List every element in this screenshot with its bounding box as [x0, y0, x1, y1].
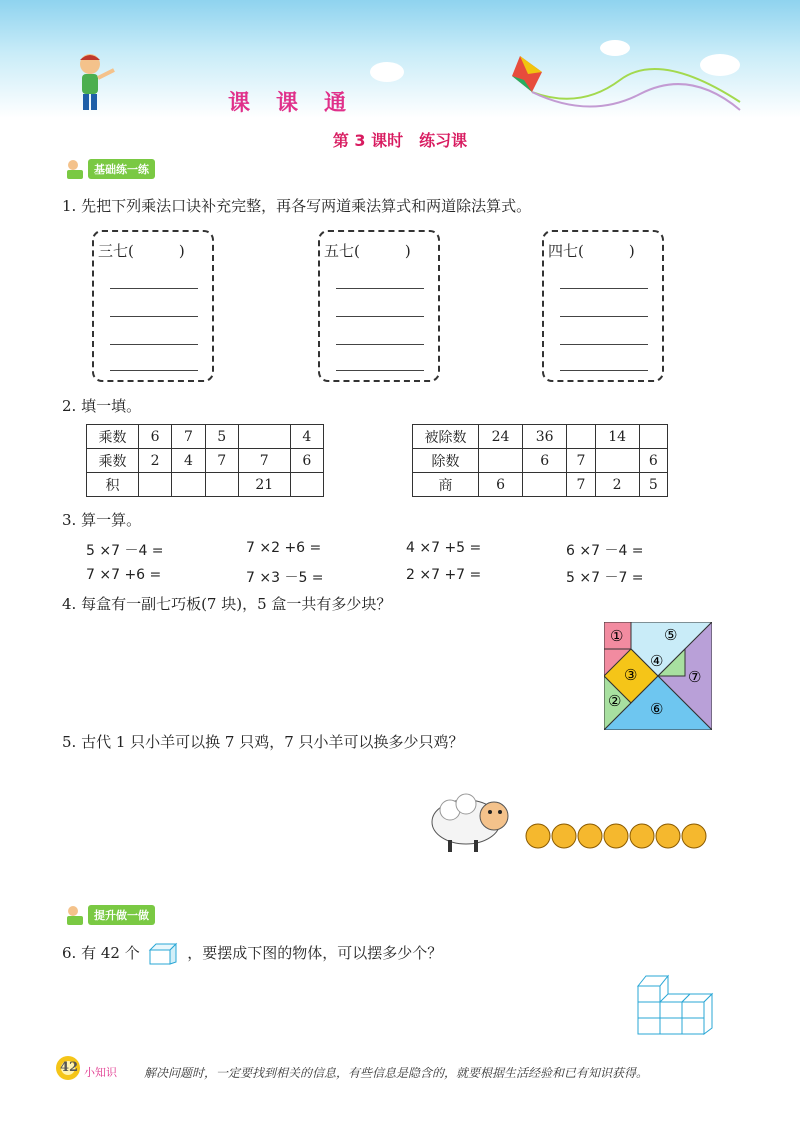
table-cell[interactable] — [205, 473, 238, 497]
tangram-piece-label: ⑥ — [650, 700, 664, 718]
table-row — [413, 449, 668, 473]
table-row — [413, 425, 668, 449]
answer-line[interactable] — [560, 316, 648, 317]
table-cell[interactable] — [172, 473, 205, 497]
table-cell: 乘数 — [87, 425, 139, 449]
table-row — [87, 425, 324, 449]
table-cell[interactable]: 21 — [238, 473, 290, 497]
table-cell[interactable]: 7 — [567, 449, 595, 473]
footer-tip — [56, 1058, 714, 1088]
answer-line[interactable] — [560, 370, 648, 371]
table-cell[interactable]: 7 — [567, 473, 595, 497]
multiplication-fact-box — [318, 230, 440, 382]
table-cell: 商 — [413, 473, 479, 497]
question-5-text: 5. 古代 1 只小羊可以换 7 只鸡，7 只小羊可以换多少只鸡？ — [62, 733, 464, 751]
calc-expression: 2 ×7 +7 = — [406, 567, 482, 583]
tangram-piece-label: ② — [608, 692, 622, 710]
section-label: 提升做一做 — [88, 905, 155, 925]
calc-expression: 4 ×7 +5 = — [406, 540, 482, 556]
question-6-text-after: ，要摆成下图的物体，可以摆多少个？ — [187, 944, 443, 962]
calc-expression: 5 ×7 －7 = — [566, 570, 644, 586]
answer-line[interactable] — [110, 288, 198, 289]
table-cell: 乘数 — [87, 449, 139, 473]
calc-expression: 7 ×7 +6 = — [86, 567, 162, 583]
table-cell[interactable]: 7 — [205, 449, 238, 473]
table-cell[interactable] — [238, 425, 290, 449]
answer-line[interactable] — [336, 370, 424, 371]
student-reading-icon — [64, 904, 86, 926]
fact-box-heading: 四七( ) — [548, 242, 635, 260]
tip-label: 小知识 — [84, 1066, 117, 1079]
section-label: 基础练一练 — [88, 159, 155, 179]
section-badge-basic — [64, 158, 155, 180]
tangram-piece-label: ⑤ — [664, 626, 678, 644]
tangram-piece-label: ④ — [650, 652, 664, 670]
table-row — [87, 449, 324, 473]
table-cell[interactable]: 6 — [479, 473, 523, 497]
table-cell[interactable] — [595, 449, 639, 473]
table-cell[interactable]: 5 — [639, 473, 667, 497]
answer-line[interactable] — [110, 370, 198, 371]
multiplication-fact-box — [92, 230, 214, 382]
answer-line[interactable] — [336, 288, 424, 289]
tangram-piece-label: ⑦ — [688, 668, 702, 686]
table-cell[interactable] — [290, 473, 323, 497]
table-cell[interactable]: 6 — [639, 449, 667, 473]
answer-line[interactable] — [336, 316, 424, 317]
answer-line[interactable] — [110, 344, 198, 345]
question-6-text-before: 6. 有 42 个 — [62, 944, 140, 962]
question-4-text: 4. 每盒有一副七巧板(7 块)，5 盒一共有多少块？ — [62, 595, 392, 613]
table-cell: 被除数 — [413, 425, 479, 449]
section-badge-advanced — [64, 904, 155, 926]
table-cell[interactable] — [523, 473, 567, 497]
answer-line[interactable] — [110, 316, 198, 317]
table-cell[interactable]: 2 — [595, 473, 639, 497]
cube-icon — [148, 942, 178, 966]
answer-line[interactable] — [336, 344, 424, 345]
table-cell: 积 — [87, 473, 139, 497]
student-reading-icon — [64, 158, 86, 180]
table-row — [87, 473, 324, 497]
table-cell[interactable] — [567, 425, 595, 449]
table-cell[interactable]: 4 — [290, 425, 323, 449]
cloud-decoration — [370, 62, 404, 82]
division-table — [412, 424, 668, 497]
tangram-piece-label: ① — [610, 627, 624, 645]
table-cell[interactable]: 5 — [205, 425, 238, 449]
calc-expression: 7 ×3 －5 = — [246, 570, 324, 586]
answer-line[interactable] — [560, 288, 648, 289]
calc-expression: 6 ×7 －4 = — [566, 543, 644, 559]
boy-flying-kite-illustration — [68, 50, 118, 116]
table-cell[interactable]: 2 — [139, 449, 172, 473]
table-cell: 除数 — [413, 449, 479, 473]
table-cell[interactable] — [479, 449, 523, 473]
chickens-illustration — [524, 818, 714, 852]
multiplication-table — [86, 424, 324, 497]
table-cell[interactable] — [639, 425, 667, 449]
table-cell[interactable]: 6 — [523, 449, 567, 473]
kite-icon — [420, 50, 750, 120]
table-cell[interactable]: 24 — [479, 425, 523, 449]
sheep-illustration — [428, 790, 518, 854]
fact-box-heading: 三七( ) — [98, 242, 185, 260]
table-cell[interactable]: 7 — [238, 449, 290, 473]
table-cell[interactable] — [139, 473, 172, 497]
tip-text: 解决问题时，一定要找到相关的信息，有些信息是隐含的，就要根据生活经验和已有知识获得。 — [144, 1066, 649, 1080]
table-cell[interactable]: 6 — [139, 425, 172, 449]
table-cell[interactable]: 14 — [595, 425, 639, 449]
table-cell[interactable]: 4 — [172, 449, 205, 473]
answer-line[interactable] — [560, 344, 648, 345]
calc-expression: 7 ×2 +6 = — [246, 540, 322, 556]
fact-box-heading: 五七( ) — [324, 242, 411, 260]
table-cell[interactable]: 36 — [523, 425, 567, 449]
table-row — [413, 473, 668, 497]
page-number: 42 — [60, 1060, 79, 1075]
table-cell[interactable]: 7 — [172, 425, 205, 449]
book-title: 课课通 — [228, 91, 373, 116]
cube-stack-figure — [636, 970, 716, 1040]
question-3-text: 3. 算一算。 — [62, 511, 142, 529]
tangram-figure — [604, 622, 712, 730]
multiplication-fact-box — [542, 230, 664, 382]
question-1-text: 1. 先把下列乘法口诀补充完整，再各写两道乘法算式和两道除法算式。 — [62, 197, 532, 215]
calc-expression: 5 ×7 －4 = — [86, 543, 164, 559]
question-6-text — [62, 942, 442, 966]
lesson-title: 第 3 课时 练习课 — [332, 131, 468, 150]
tangram-piece-label: ③ — [624, 666, 638, 684]
table-cell[interactable]: 6 — [290, 449, 323, 473]
question-2-text: 2. 填一填。 — [62, 397, 142, 415]
